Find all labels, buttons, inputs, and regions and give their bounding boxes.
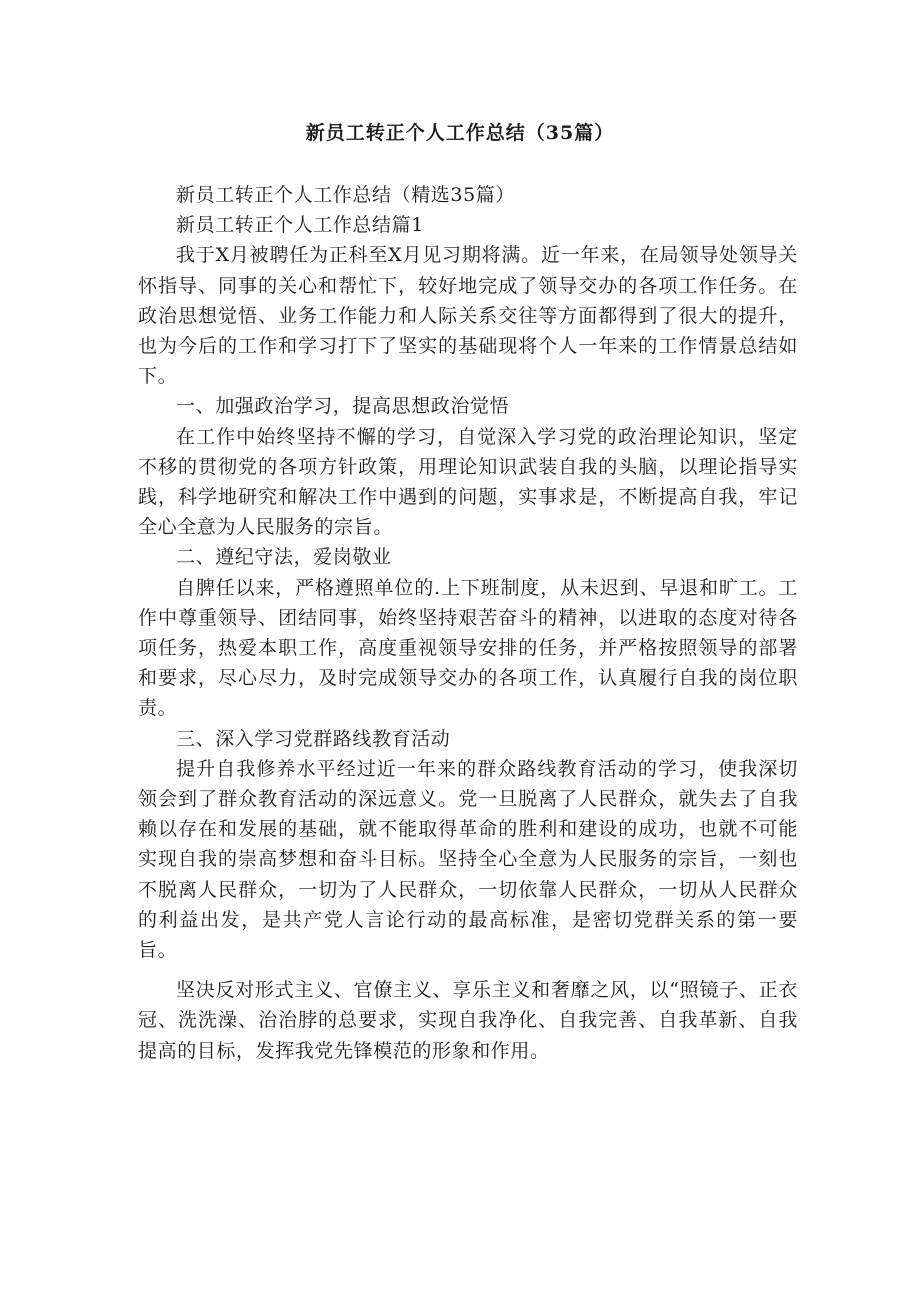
paragraph-3: 提升自我修养水平经过近一年来的群众路线教育活动的学习，使我深切领会到了群众教育活动的深远意义。党一旦脱离了人民群众，就失去了自我赖以存在和发展的基础，就不能取得革命的胜利和建设的成功，也就不可能实现自我的崇高梦想和奋斗目标。坚持全心全意为人民服务的宗旨，一刻也不脱离人民群众，一切为了人民群众，一切依靠人民群众，一切从人民群众的利益出发，是共产党人言论行动的最高标准，是密切党群关系的第一要旨。 bbox=[138, 757, 798, 962]
section-heading-chapter-1: 新员工转正个人工作总结篇1 bbox=[176, 214, 424, 237]
paragraph-1: 在工作中始终坚持不懈的学习，自觉深入学习党的政治理论知识，坚定不移的贯彻党的各项方针政策，用理论知识武装自我的头脑，以理论指导实践，科学地研究和解决工作中遇到的问题，实事求是，不断提高自我，牢记全心全意为人民服务的宗旨。 bbox=[138, 425, 798, 539]
section-heading-2: 二、遵纪守法，爱岗敬业 bbox=[176, 546, 392, 569]
paragraph-2: 自脾任以来，严格遵照单位的.上下班制度，从未迟到、早退和旷工。工作中尊重领导、团结同事，始终坚持艰苦奋斗的精神，以进取的态度对待各项任务，热爱本职工作，高度重视领导安排的任务，并严格按照领导的部署和要求，尽心尽力，及时完成领导交办的各项工作，认真履行自我的岗位职责。 bbox=[138, 576, 798, 720]
document-subtitle: 新员工转正个人工作总结（精选35篇） bbox=[176, 184, 515, 206]
paragraph-4: 坚决反对形式主义、官僚主义、享乐主义和奢靡之风，以“照镜子、正衣冠、洗洗澡、治治脖的总要求，实现自我净化、自我完善、自我革新、自我提高的目标，发挥我党先锋模范的形象和作用。 bbox=[138, 979, 798, 1062]
document-title: 新员工转正个人工作总结（35篇） bbox=[305, 122, 615, 144]
paragraph-intro: 我于X月被聘任为正科至X月见习期将满。近一年来，在局领导处领导关怀指导、同事的关心和帮忙下，较好地完成了领导交办的各项工作任务。在政治思想觉悟、业务工作能力和人际关系交往等方面都得到了很大的提升，也为今后的工作和学习打下了坚实的基础现将个人一年来的工作情景总结如下。 bbox=[138, 244, 798, 388]
document-body bbox=[138, 180, 798, 1066]
section-heading-1: 一、加强政治学习，提高思想政治觉悟 bbox=[176, 395, 510, 418]
section-heading-3: 三、深入学习党群路线教育活动 bbox=[176, 727, 451, 750]
